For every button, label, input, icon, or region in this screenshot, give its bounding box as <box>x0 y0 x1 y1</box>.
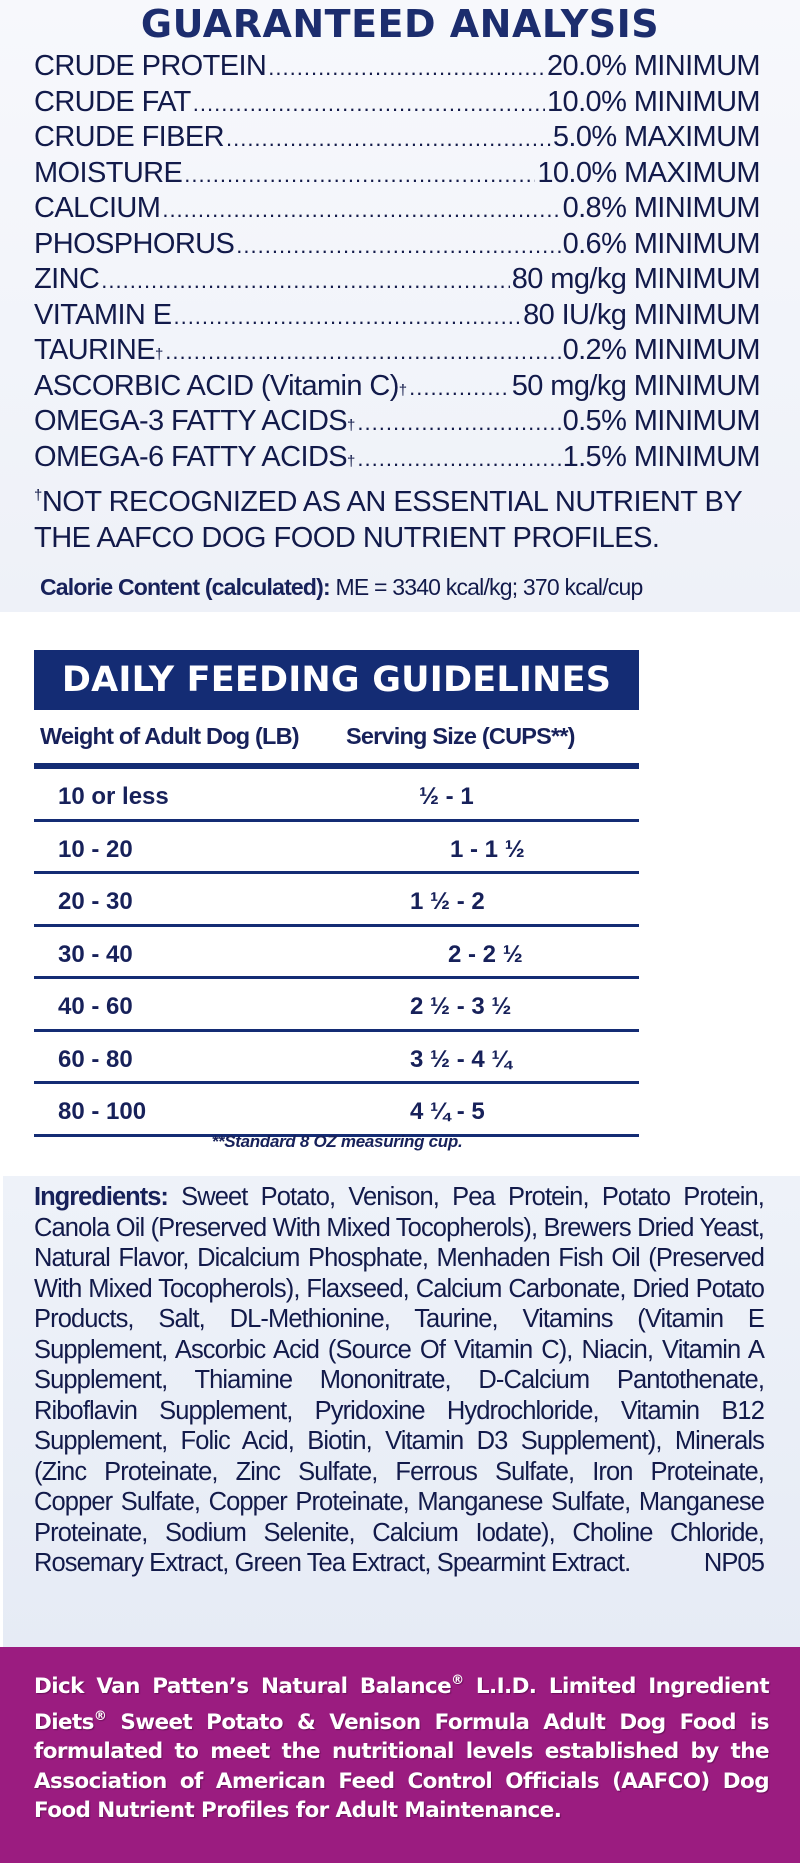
nutrient-name: CRUDE FAT <box>34 85 191 118</box>
nutrient-name: VITAMIN E <box>34 298 172 331</box>
table-row <box>34 822 639 875</box>
statement-line: L.I.D. Limited Ingredient Diets <box>34 1674 769 1735</box>
analysis-row <box>34 191 760 227</box>
nutrient-name: CRUDE PROTEIN <box>34 50 267 82</box>
analysis-row <box>34 369 760 405</box>
analysis-row <box>34 49 760 85</box>
weight-cell: 80 - 100 <box>58 1098 147 1125</box>
serving-cell: 4 ¼ - 5 <box>410 1098 485 1125</box>
feeding-table-header <box>34 712 639 760</box>
leader-dots <box>236 228 560 264</box>
nutrient-name: CRUDE FIBER <box>34 121 224 153</box>
nutrient-value: 0.8% MINIMUM <box>562 192 760 224</box>
dagger-mark: † <box>347 417 356 434</box>
leader-dots <box>268 50 545 86</box>
analysis-row <box>34 120 760 156</box>
leader-dots <box>101 263 510 299</box>
registered-mark: ® <box>451 1673 464 1688</box>
table-row <box>34 769 639 822</box>
weight-cell: 30 - 40 <box>58 940 133 968</box>
nutrient-value: 1.5% MINIMUM <box>562 440 760 473</box>
analysis-row <box>34 440 760 476</box>
weight-cell: 10 - 20 <box>58 835 133 863</box>
ingredients-label: Ingredients: <box>34 1183 168 1211</box>
nutrient-name: ZINC <box>34 263 100 295</box>
column-header-serving: Serving Size (CUPS**) <box>346 723 575 749</box>
analysis-row <box>34 333 760 369</box>
leader-dots <box>357 441 560 477</box>
analysis-row <box>34 85 760 121</box>
serving-cell: 2 - 2 ½ <box>448 940 523 968</box>
nutrient-value: 10.0% MINIMUM <box>547 85 760 118</box>
feeding-guidelines-title: DAILY FEEDING GUIDELINES <box>34 650 639 710</box>
nutrient-name: TAURINE <box>34 334 155 366</box>
statement-brand: Dick Van Patten’s Natural Balance <box>34 1674 452 1699</box>
calorie-content <box>40 574 770 601</box>
ingredients-text: Sweet Potato, Venison, Pea Protein, Potato Protein, Canola Oil (Preserved With Mixed Tocopherols), Brewers Dried Yeast, Natural Flavor, Dicalcium Phosphate, Menhaden Fish Oil (Preserved With Mixed Tocopherols), Flaxseed, Calcium Carbonate, Dried Potato Products, Salt, DL-Methionine, Taurine, Vitamins (Vitamin E Supplement, Ascorbic Acid (Source Of Vitamin C), Niacin, Vitamin A Supplement, Thiamine Mononitrate, D-Calcium Pantothenate, Riboflavin Supplement, Pyridoxine Hydrochloride, Vitamin B12 Supplement, Folic Acid, Biotin, Vitamin D3 Supplement), Minerals (Zinc Proteinate, Zinc Sulfate, Ferrous Sulfate, Iron Proteinate, Copper Sulfate, Copper Proteinate, Manganese Sulfate, Manganese Proteinate, Sodium Selenite, Calcium Iodate), Choline Chloride, Rosemary Extract, Green Tea Extract, Spearmint Extract. <box>34 1183 764 1577</box>
nutrient-name: ASCORBIC ACID (Vitamin C) <box>34 369 399 402</box>
nutrient-value: 0.6% MINIMUM <box>562 227 760 260</box>
weight-cell: 10 or less <box>58 783 169 810</box>
serving-cell: 1 - 1 ½ <box>450 835 525 863</box>
nutrient-value: 80 IU/kg MINIMUM <box>523 298 760 331</box>
dagger-mark: † <box>398 381 408 399</box>
analysis-row <box>34 262 760 298</box>
leader-dots <box>357 405 560 441</box>
dagger-mark: † <box>347 452 356 470</box>
nutrient-value: 80 mg/kg MINIMUM <box>511 263 760 295</box>
table-row <box>34 979 639 1032</box>
column-header-weight: Weight of Adult Dog (LB) <box>40 723 299 749</box>
table-row <box>34 1032 639 1085</box>
nutrient-name: OMEGA-3 FATTY ACIDS <box>34 405 348 437</box>
table-row <box>34 874 639 927</box>
leader-dots <box>162 192 560 228</box>
serving-cell: ½ - 1 <box>419 783 474 810</box>
aafco-statement <box>34 1666 769 1826</box>
footnote-text: NOT RECOGNIZED AS AN ESSENTIAL NUTRIENT BY THE AAFCO DOG FOOD NUTRIENT PROFILES. <box>34 486 742 554</box>
nutrient-value: 10.0% MAXIMUM <box>537 156 760 189</box>
guaranteed-analysis-list <box>34 49 760 475</box>
analysis-row <box>34 227 760 263</box>
leader-dots <box>184 157 535 193</box>
serving-cell: 1 ½ - 2 <box>410 888 485 915</box>
weight-cell: 40 - 60 <box>58 993 133 1020</box>
registered-mark: ® <box>93 1708 107 1724</box>
nutrient-value: 5.0% MAXIMUM <box>552 121 760 153</box>
dagger-mark: † <box>34 487 42 504</box>
leader-dots <box>226 121 551 157</box>
ingredients-list <box>34 1182 764 1579</box>
weight-cell: 20 - 30 <box>58 888 133 915</box>
nutrient-name: OMEGA-6 FATTY ACIDS <box>34 440 348 473</box>
nutrient-name: MOISTURE <box>34 156 183 189</box>
leader-dots <box>193 86 545 122</box>
nutrient-value: 50 mg/kg MINIMUM <box>511 369 760 402</box>
calorie-label: Calorie Content (calculated): <box>40 574 330 600</box>
nutrient-value: 0.5% MINIMUM <box>562 405 760 437</box>
aafco-footnote <box>34 478 764 556</box>
table-row <box>34 1084 639 1137</box>
nutrient-value: 0.2% MINIMUM <box>562 334 760 366</box>
dagger-mark: † <box>154 346 164 363</box>
table-row <box>34 927 639 980</box>
nutrient-name: PHOSPHORUS <box>34 227 235 260</box>
product-code: NP05 <box>703 1549 764 1577</box>
analysis-row <box>34 404 760 440</box>
leader-dots <box>173 299 521 335</box>
calorie-value: ME = 3340 kcal/kg; 370 kcal/cup <box>329 574 643 600</box>
measuring-cup-note: **Standard 8 OZ measuring cup. <box>211 1132 463 1151</box>
statement-body: Sweet Potato & Venison Formula Adult Dog Food is formulated to meet the nutritional levels established by the Association of American Feed Control Officials (AAFCO) Dog Food Nutrient Profiles for Adult Maintenance. <box>34 1709 769 1823</box>
feeding-table <box>34 769 639 1137</box>
serving-cell: 2 ½ - 3 ½ <box>410 993 512 1020</box>
nutrient-value: 20.0% MINIMUM <box>547 50 760 82</box>
analysis-row <box>34 298 760 334</box>
leader-dots <box>165 334 560 370</box>
guaranteed-analysis-title: GUARANTEED ANALYSIS <box>140 2 660 46</box>
nutrient-name: CALCIUM <box>34 192 161 224</box>
analysis-row <box>34 156 760 192</box>
leader-dots <box>409 370 510 406</box>
serving-cell: 3 ½ - 4 ¼ <box>410 1045 512 1073</box>
weight-cell: 60 - 80 <box>58 1045 133 1073</box>
